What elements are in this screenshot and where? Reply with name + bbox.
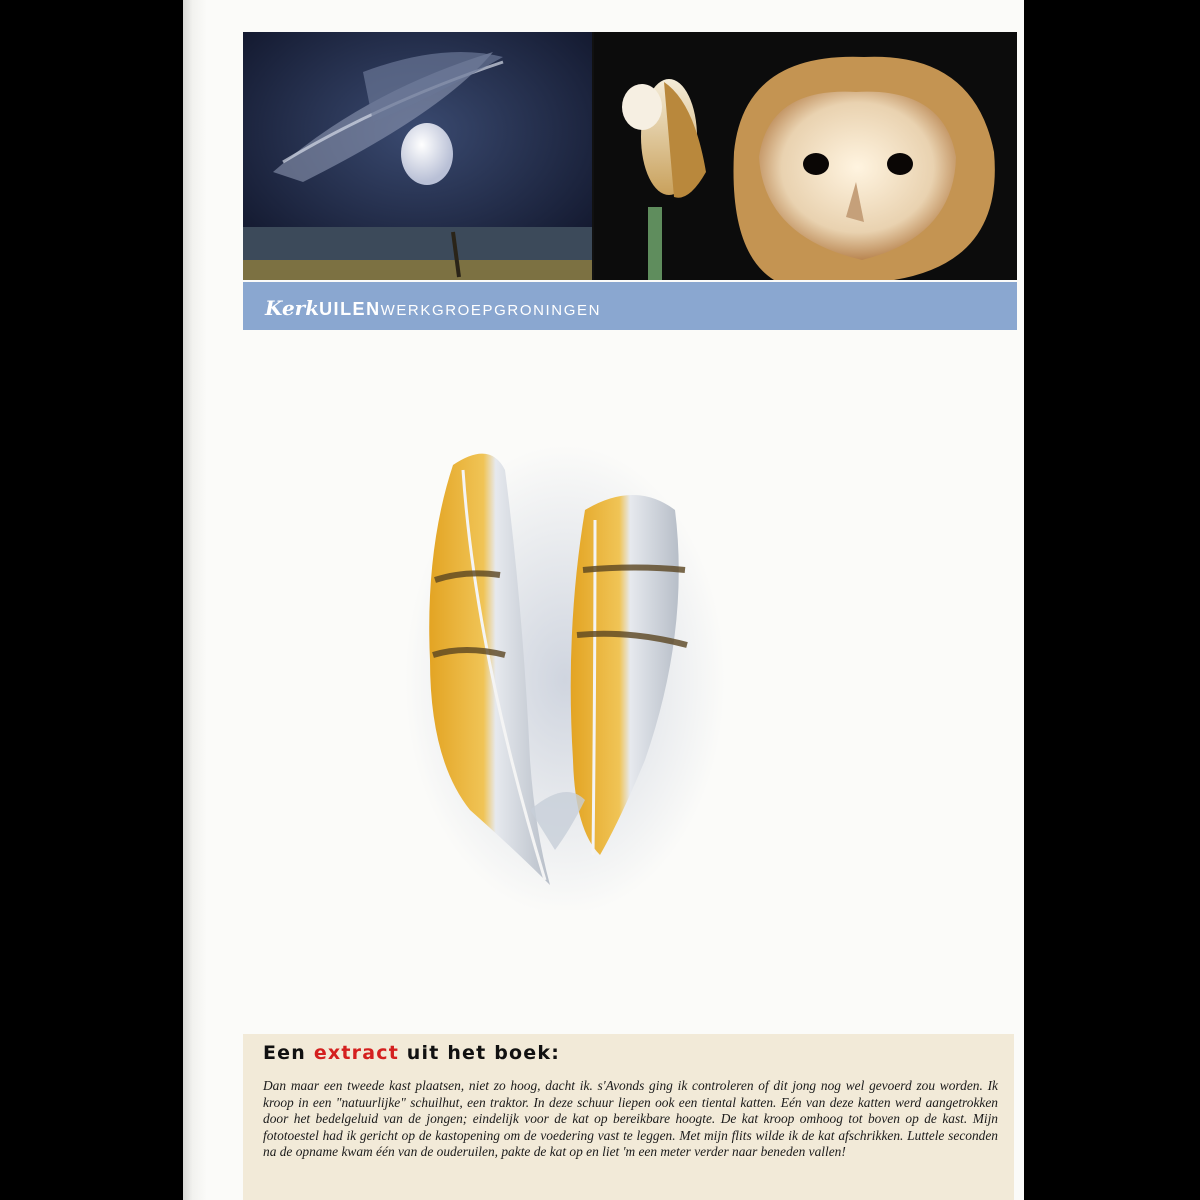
extract-heading-accent: extract <box>313 1042 399 1064</box>
brand-werkgroep: WERKGROEPGRONINGEN <box>380 302 602 319</box>
photo-barn-owls <box>594 32 1017 280</box>
feathers-illustration <box>405 430 725 910</box>
extract-heading-pre: Een <box>263 1042 314 1064</box>
extract-box <box>243 1034 1014 1200</box>
extract-heading <box>263 1042 560 1064</box>
extract-text: Dan maar een tweede kast plaatsen, niet zo hoog, dacht ik. s'Avonds ging ik controleren of dit jong nog wel gevoerd zou worden. Ik kroop in een "natuurlijke" schuilhut, een traktor. In deze schuur liepen ook een tiental katten. Eén van deze katten werd aangetrokken door het bedelgeluid van de jongen; eindelijk voor de kat op bereikbare hoogte. De kat kroop omhoog tot boven op de kast. Mijn fototoestel had ik gericht op de kastopening om de voedering vast te leggen. Met mijn flits wilde ik de kat afschrikken. Luttele seconden na de opname kwam één van de ouderuilen, pakte de kat op en liet 'm een meter verder naar beneden vallen! <box>263 1078 998 1160</box>
page-edge <box>183 0 207 1200</box>
photo-feather-egg <box>243 32 592 280</box>
brand-bar <box>243 282 1017 330</box>
brand-kerk: Kerk <box>265 296 320 320</box>
extract-heading-post: uit het boek: <box>398 1042 561 1064</box>
header-photo-strip <box>243 32 1017 280</box>
brand-uilen: UILEN <box>319 299 381 319</box>
brand-wordmark <box>265 296 601 320</box>
